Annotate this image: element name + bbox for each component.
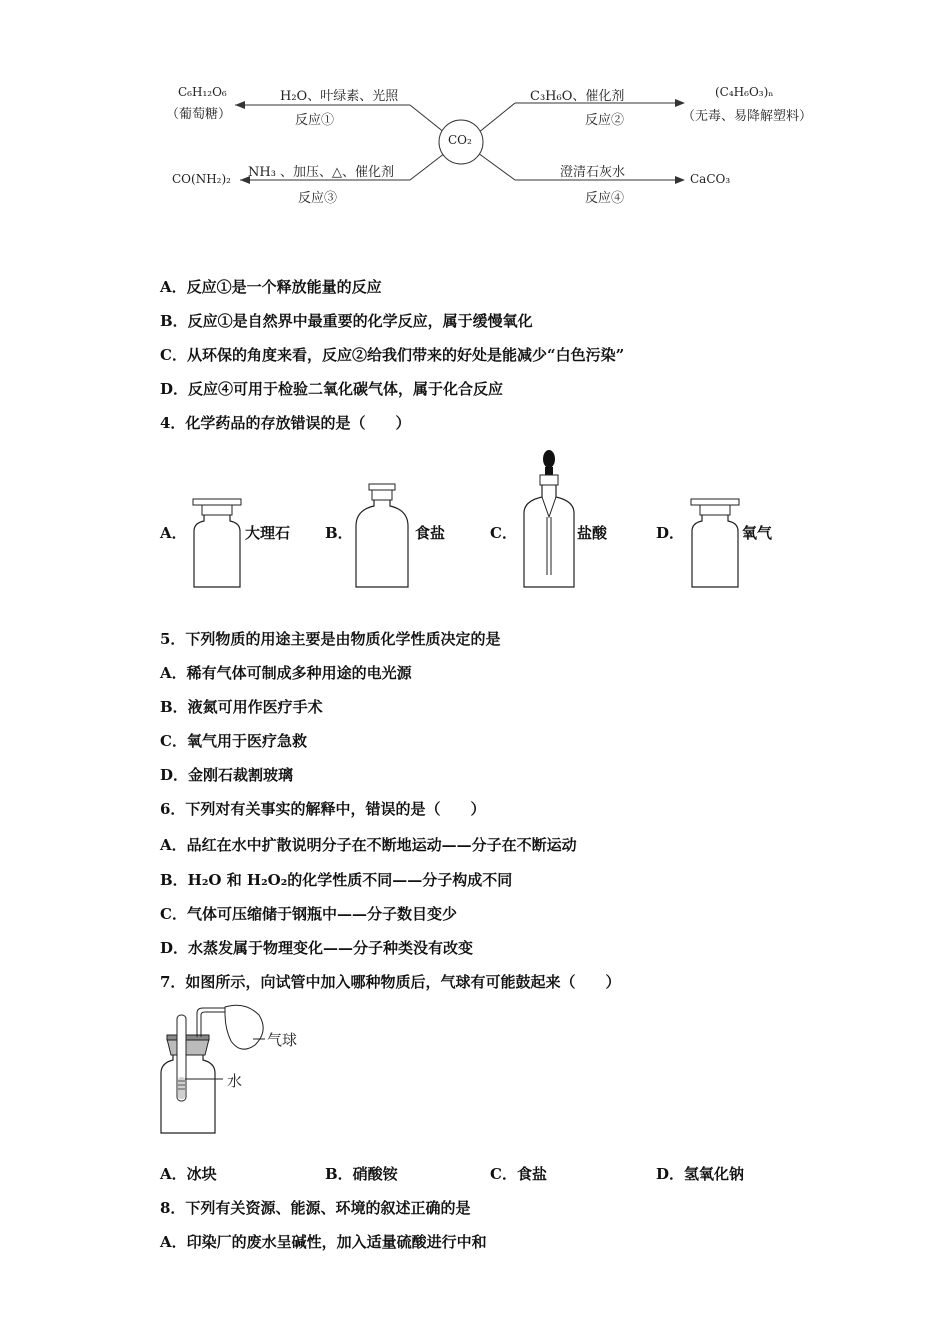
q7-option-c: C．食盐 bbox=[490, 1165, 547, 1183]
q5-option-b: B．液氮可用作医疗手术 bbox=[160, 698, 323, 716]
r1-reagents: H₂O、叶绿素、光照 bbox=[280, 89, 399, 104]
co2-reaction-diagram bbox=[160, 75, 840, 215]
q4-option-a-letter: A． bbox=[160, 524, 187, 542]
q4-option-b-letter: B． bbox=[325, 524, 353, 542]
q3-option-b: B．反应①是自然界中最重要的化学反应，属于缓慢氧化 bbox=[160, 312, 533, 330]
q4-option-d-letter: D． bbox=[656, 524, 685, 542]
q3-option-a: A．反应①是一个释放能量的反应 bbox=[160, 278, 382, 296]
narrow-mouth-bottle-icon bbox=[352, 482, 422, 592]
q8-stem: 8．下列有关资源、能源、环境的叙述正确的是 bbox=[160, 1199, 471, 1217]
q5-stem: 5．下列物质的用途主要是由物质化学性质决定的是 bbox=[160, 630, 501, 648]
q4-option-d-label: 氧气 bbox=[742, 524, 773, 542]
r1-product-note: （葡萄糖） bbox=[166, 107, 232, 122]
q7-stem: 7．如图所示，向试管中加入哪种物质后，气球有可能鼓起来（ ） bbox=[160, 973, 621, 991]
r3-reagents: NH₃ 、加压、△、催化剂 bbox=[248, 165, 395, 180]
r4-product: CaCO₃ bbox=[690, 172, 731, 186]
q3-option-c: C．从环保的角度来看，反应②给我们带来的好处是能减少“白色污染” bbox=[160, 346, 625, 364]
q7-option-d: D．氢氧化钠 bbox=[656, 1165, 745, 1183]
r3-product: CO(NH₂)₂ bbox=[172, 172, 231, 186]
q7-option-a: A．冰块 bbox=[160, 1165, 217, 1183]
q6-option-a: A．品红在水中扩散说明分子在不断地运动——分子在不断运动 bbox=[160, 836, 577, 854]
r2-product: (C₄H₆O₃)ₙ bbox=[715, 85, 774, 99]
q6-option-c: C．气体可压缩储于钢瓶中——分子数目变少 bbox=[160, 905, 457, 923]
wide-mouth-bottle-icon bbox=[686, 497, 746, 592]
q4-option-c-letter: C． bbox=[490, 524, 517, 542]
r2-product-note: （无毒、易降解塑料） bbox=[682, 109, 813, 124]
r4-reagents: 澄清石灰水 bbox=[560, 165, 626, 180]
q6-stem: 6．下列对有关事实的解释中，错误的是（ ） bbox=[160, 800, 486, 818]
q4-option-a-label: 大理石 bbox=[245, 524, 291, 542]
q4-option-c-label: 盐酸 bbox=[577, 524, 608, 542]
q8-option-a: A．印染厂的废水呈碱性，加入适量硫酸进行中和 bbox=[160, 1233, 487, 1251]
q7-apparatus bbox=[155, 1005, 315, 1140]
dropper-bottle-icon bbox=[520, 447, 580, 592]
water-label: 水 bbox=[227, 1072, 243, 1090]
center-co2: CO₂ bbox=[448, 133, 472, 147]
wide-mouth-bottle-icon bbox=[188, 497, 248, 592]
r2-label: 反应② bbox=[585, 113, 625, 128]
r1-label: 反应① bbox=[295, 113, 335, 128]
q3-option-d: D．反应④可用于检验二氧化碳气体，属于化合反应 bbox=[160, 380, 504, 398]
balloon-label: 气球 bbox=[267, 1031, 298, 1049]
r4-label: 反应④ bbox=[585, 191, 625, 206]
r2-reagents: C₃H₆O、催化剂 bbox=[530, 89, 625, 104]
q7-option-b: B．硝酸铵 bbox=[325, 1165, 398, 1183]
r1-product: C₆H₁₂O₆ bbox=[178, 85, 227, 99]
q4-bottles-row bbox=[0, 445, 950, 595]
q6-option-b: B．H₂O 和 H₂O₂的化学性质不同——分子构成不同 bbox=[160, 871, 513, 889]
q4-option-b-label: 食盐 bbox=[415, 524, 446, 542]
q5-option-a: A．稀有气体可制成多种用途的电光源 bbox=[160, 664, 412, 682]
q6-option-d: D．水蒸发属于物理变化——分子种类没有改变 bbox=[160, 939, 474, 957]
q4-stem: 4．化学药品的存放错误的是（ ） bbox=[160, 414, 411, 432]
r3-label: 反应③ bbox=[298, 191, 338, 206]
q5-option-d: D．金刚石裁割玻璃 bbox=[160, 766, 294, 784]
q5-option-c: C．氧气用于医疗急救 bbox=[160, 732, 307, 750]
